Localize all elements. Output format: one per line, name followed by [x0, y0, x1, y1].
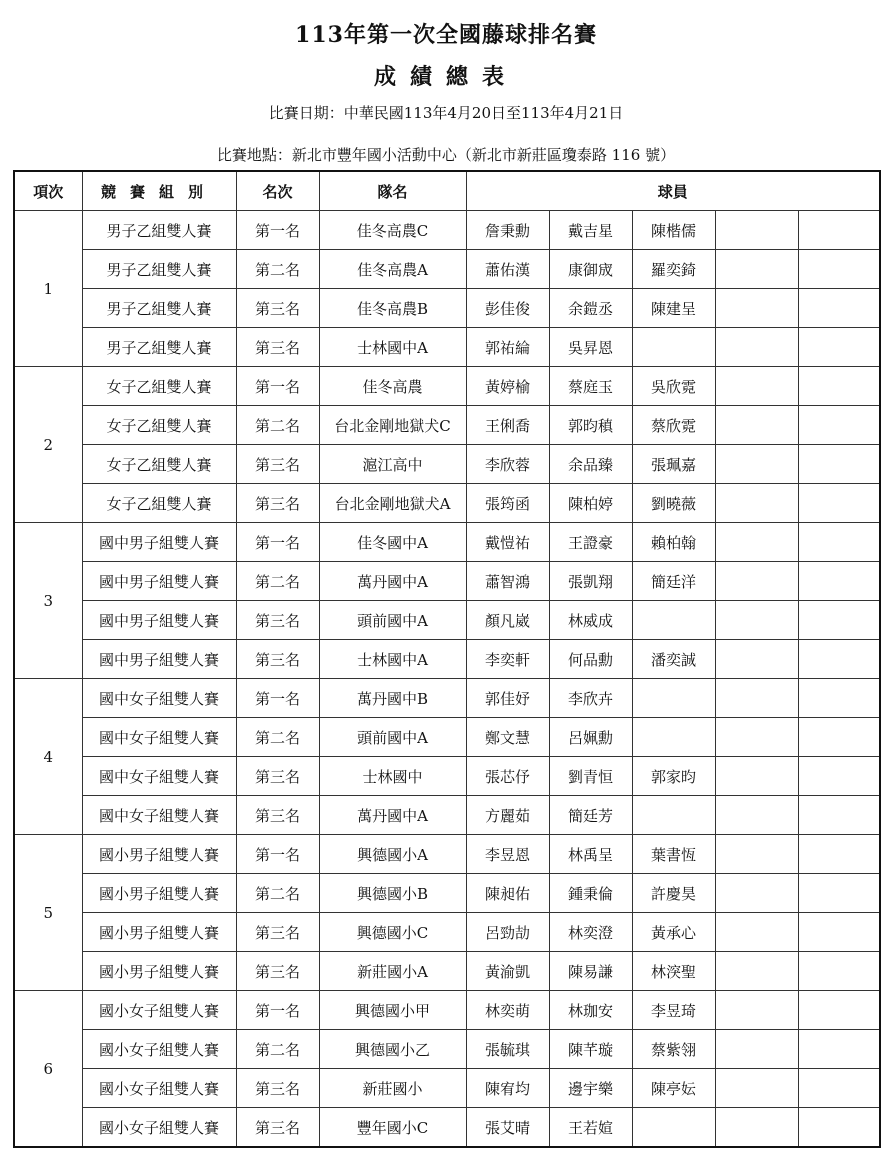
player-cell: 陳昶佑: [466, 874, 549, 913]
player-cell: 詹秉勳: [466, 211, 549, 250]
event-cell: 國小男子組雙人賽: [82, 835, 236, 874]
player-cell: 羅奕錡: [632, 250, 715, 289]
table-row: [14, 250, 880, 289]
item-number: 6: [14, 991, 82, 1148]
player-cell: 戴吉星: [549, 211, 632, 250]
team-cell: 佳冬高農B: [319, 289, 466, 328]
player-cell: 王俐喬: [466, 406, 549, 445]
player-cell: 陳宥均: [466, 1069, 549, 1108]
player-cell: [798, 874, 880, 913]
event-cell: 國小男子組雙人賽: [82, 913, 236, 952]
player-cell: 張芯伃: [466, 757, 549, 796]
header-event: 競賽組別: [82, 171, 236, 211]
table-row: [14, 952, 880, 991]
player-cell: 蔡欣霓: [632, 406, 715, 445]
player-cell: 余鎧丞: [549, 289, 632, 328]
event-cell: 女子乙組雙人賽: [82, 484, 236, 523]
player-cell: [798, 952, 880, 991]
player-cell: 吳欣霓: [632, 367, 715, 406]
player-cell: 林珈安: [549, 991, 632, 1030]
player-cell: 黃婷榆: [466, 367, 549, 406]
table-row: [14, 289, 880, 328]
team-cell: 興德國小乙: [319, 1030, 466, 1069]
player-cell: [715, 796, 798, 835]
team-cell: 佳冬高農C: [319, 211, 466, 250]
event-cell: 國小男子組雙人賽: [82, 874, 236, 913]
player-cell: [798, 211, 880, 250]
player-cell: [715, 757, 798, 796]
event-cell: 國中女子組雙人賽: [82, 718, 236, 757]
player-cell: 方麗茹: [466, 796, 549, 835]
player-cell: [715, 523, 798, 562]
player-cell: 陳亭妘: [632, 1069, 715, 1108]
player-cell: [715, 952, 798, 991]
player-cell: 陳楷儒: [632, 211, 715, 250]
header-item: 項次: [14, 171, 82, 211]
team-cell: 新莊國小A: [319, 952, 466, 991]
player-cell: [798, 796, 880, 835]
player-cell: 李奕軒: [466, 640, 549, 679]
rank-cell: 第三名: [236, 952, 319, 991]
team-cell: 頭前國中A: [319, 718, 466, 757]
event-cell: 國小女子組雙人賽: [82, 1069, 236, 1108]
player-cell: [715, 601, 798, 640]
player-cell: [798, 991, 880, 1030]
player-cell: [715, 1069, 798, 1108]
event-cell: 男子乙組雙人賽: [82, 289, 236, 328]
player-cell: [715, 640, 798, 679]
player-cell: 陳芊璇: [549, 1030, 632, 1069]
player-cell: [715, 1108, 798, 1148]
player-cell: 郭佳妤: [466, 679, 549, 718]
event-cell: 國小男子組雙人賽: [82, 952, 236, 991]
event-cell: 國中女子組雙人賽: [82, 757, 236, 796]
table-row: [14, 679, 880, 718]
table-row: [14, 757, 880, 796]
header-players: 球員: [466, 171, 880, 211]
team-cell: 滬江高中: [319, 445, 466, 484]
rank-cell: 第一名: [236, 835, 319, 874]
player-cell: 蔡紫翎: [632, 1030, 715, 1069]
player-cell: 陳建呈: [632, 289, 715, 328]
table-row: [14, 913, 880, 952]
player-cell: [798, 679, 880, 718]
player-cell: 林禹呈: [549, 835, 632, 874]
rank-cell: 第一名: [236, 367, 319, 406]
player-cell: 葉書恆: [632, 835, 715, 874]
player-cell: [798, 913, 880, 952]
team-cell: 頭前國中A: [319, 601, 466, 640]
player-cell: 陳易謙: [549, 952, 632, 991]
rank-cell: 第一名: [236, 679, 319, 718]
rank-cell: 第二名: [236, 250, 319, 289]
team-cell: 士林國中A: [319, 328, 466, 367]
player-cell: [798, 367, 880, 406]
player-cell: [798, 835, 880, 874]
player-cell: 潘奕誠: [632, 640, 715, 679]
player-cell: [798, 562, 880, 601]
player-cell: [632, 1108, 715, 1148]
event-cell: 國中男子組雙人賽: [82, 640, 236, 679]
event-cell: 男子乙組雙人賽: [82, 328, 236, 367]
event-cell: 國中男子組雙人賽: [82, 523, 236, 562]
player-cell: [715, 289, 798, 328]
player-cell: 李昱恩: [466, 835, 549, 874]
player-cell: 康御宬: [549, 250, 632, 289]
team-cell: 豐年國小C: [319, 1108, 466, 1148]
rank-cell: 第二名: [236, 1030, 319, 1069]
table-row: [14, 1108, 880, 1148]
event-cell: 國小女子組雙人賽: [82, 1108, 236, 1148]
player-cell: [798, 718, 880, 757]
team-cell: 萬丹國中B: [319, 679, 466, 718]
rank-cell: 第三名: [236, 796, 319, 835]
player-cell: [798, 1108, 880, 1148]
player-cell: [798, 289, 880, 328]
rank-cell: 第一名: [236, 211, 319, 250]
event-cell: 男子乙組雙人賽: [82, 250, 236, 289]
table-row: [14, 796, 880, 835]
team-cell: 興德國小A: [319, 835, 466, 874]
player-cell: [632, 328, 715, 367]
item-number: 2: [14, 367, 82, 523]
player-cell: [798, 757, 880, 796]
player-cell: 簡廷洋: [632, 562, 715, 601]
rank-cell: 第二名: [236, 874, 319, 913]
rank-cell: 第一名: [236, 991, 319, 1030]
player-cell: 劉曉薇: [632, 484, 715, 523]
rank-cell: 第二名: [236, 406, 319, 445]
player-cell: 顏凡崴: [466, 601, 549, 640]
player-cell: 張筠函: [466, 484, 549, 523]
player-cell: 何品勳: [549, 640, 632, 679]
table-row: [14, 1069, 880, 1108]
player-cell: [632, 796, 715, 835]
rank-cell: 第三名: [236, 640, 319, 679]
player-cell: 王若媗: [549, 1108, 632, 1148]
table-row: [14, 640, 880, 679]
table-header-row: [14, 171, 880, 211]
player-cell: 蕭智鴻: [466, 562, 549, 601]
player-cell: 林奕澄: [549, 913, 632, 952]
player-cell: [632, 679, 715, 718]
player-cell: 林湥聖: [632, 952, 715, 991]
player-cell: [715, 913, 798, 952]
player-cell: [798, 523, 880, 562]
player-cell: 簡廷芳: [549, 796, 632, 835]
event-cell: 國小女子組雙人賽: [82, 1030, 236, 1069]
rank-cell: 第三名: [236, 757, 319, 796]
player-cell: 郭家昀: [632, 757, 715, 796]
player-cell: [715, 679, 798, 718]
player-cell: [798, 1069, 880, 1108]
event-cell: 女子乙組雙人賽: [82, 445, 236, 484]
player-cell: 鄭文慧: [466, 718, 549, 757]
table-row: [14, 445, 880, 484]
player-cell: 陳柏婷: [549, 484, 632, 523]
player-cell: 蔡庭玉: [549, 367, 632, 406]
table-row: [14, 835, 880, 874]
player-cell: [715, 406, 798, 445]
table-row: [14, 406, 880, 445]
player-cell: [715, 718, 798, 757]
player-cell: 鍾秉倫: [549, 874, 632, 913]
player-cell: [715, 211, 798, 250]
table-row: [14, 1030, 880, 1069]
player-cell: [798, 406, 880, 445]
team-cell: 興德國小C: [319, 913, 466, 952]
player-cell: [715, 250, 798, 289]
player-cell: [798, 250, 880, 289]
player-cell: 王證豪: [549, 523, 632, 562]
player-cell: 林威成: [549, 601, 632, 640]
player-cell: [632, 601, 715, 640]
competition-venue: 比賽地點：新北市豐年國小活動中心（新北市新莊區瓊泰路 116 號）: [216, 146, 676, 164]
player-cell: [798, 1030, 880, 1069]
header-rank: 名次: [236, 171, 319, 211]
item-number: 3: [14, 523, 82, 679]
player-cell: 郭昀稹: [549, 406, 632, 445]
team-cell: 興德國小甲: [319, 991, 466, 1030]
player-cell: 李欣蓉: [466, 445, 549, 484]
player-cell: 黃渝凱: [466, 952, 549, 991]
event-cell: 國小女子組雙人賽: [82, 991, 236, 1030]
rank-cell: 第三名: [236, 484, 319, 523]
player-cell: [798, 328, 880, 367]
team-cell: 萬丹國中A: [319, 562, 466, 601]
player-cell: 戴愷祐: [466, 523, 549, 562]
table-row: [14, 328, 880, 367]
team-cell: 士林國中: [319, 757, 466, 796]
player-cell: [715, 991, 798, 1030]
rank-cell: 第三名: [236, 445, 319, 484]
team-cell: 佳冬高農A: [319, 250, 466, 289]
item-number: 1: [14, 211, 82, 367]
player-cell: [715, 484, 798, 523]
rank-cell: 第三名: [236, 913, 319, 952]
player-cell: 張艾晴: [466, 1108, 549, 1148]
table-body: [14, 211, 880, 1148]
table-row: [14, 484, 880, 523]
event-cell: 男子乙組雙人賽: [82, 211, 236, 250]
player-cell: 黃承心: [632, 913, 715, 952]
event-cell: 女子乙組雙人賽: [82, 406, 236, 445]
player-cell: [715, 874, 798, 913]
player-cell: [798, 484, 880, 523]
results-table: [13, 170, 881, 1148]
rank-cell: 第二名: [236, 718, 319, 757]
player-cell: 邊宇樂: [549, 1069, 632, 1108]
player-cell: [715, 1030, 798, 1069]
player-cell: 許慶昊: [632, 874, 715, 913]
rank-cell: 第三名: [236, 601, 319, 640]
team-cell: 興德國小B: [319, 874, 466, 913]
item-number: 5: [14, 835, 82, 991]
player-cell: 張珮嘉: [632, 445, 715, 484]
player-cell: 賴柏翰: [632, 523, 715, 562]
player-cell: 呂姵勳: [549, 718, 632, 757]
player-cell: 劉青恒: [549, 757, 632, 796]
table-row: [14, 601, 880, 640]
event-cell: 國中女子組雙人賽: [82, 679, 236, 718]
competition-date: 比賽日期：中華民國113年4月20日至113年4月21日: [268, 104, 624, 122]
player-cell: [632, 718, 715, 757]
player-cell: [715, 562, 798, 601]
page-title: 113年第一次全國藤球排名賽: [295, 22, 597, 48]
event-cell: 女子乙組雙人賽: [82, 367, 236, 406]
team-cell: 台北金剛地獄犬A: [319, 484, 466, 523]
team-cell: 士林國中A: [319, 640, 466, 679]
player-cell: [798, 640, 880, 679]
player-cell: 張凱翔: [549, 562, 632, 601]
player-cell: 余品臻: [549, 445, 632, 484]
table-row: [14, 874, 880, 913]
item-number: 4: [14, 679, 82, 835]
player-cell: 張毓琪: [466, 1030, 549, 1069]
player-cell: 呂勁劼: [466, 913, 549, 952]
player-cell: [715, 367, 798, 406]
table-row: [14, 562, 880, 601]
rank-cell: 第三名: [236, 1069, 319, 1108]
event-cell: 國中男子組雙人賽: [82, 601, 236, 640]
table-row: [14, 367, 880, 406]
rank-cell: 第三名: [236, 1108, 319, 1148]
team-cell: 佳冬高農: [319, 367, 466, 406]
team-cell: 萬丹國中A: [319, 796, 466, 835]
player-cell: 彭佳俊: [466, 289, 549, 328]
player-cell: [715, 835, 798, 874]
player-cell: [715, 445, 798, 484]
player-cell: [798, 601, 880, 640]
rank-cell: 第二名: [236, 562, 319, 601]
player-cell: 郭祐綸: [466, 328, 549, 367]
rank-cell: 第三名: [236, 289, 319, 328]
player-cell: 李昱琦: [632, 991, 715, 1030]
event-cell: 國中女子組雙人賽: [82, 796, 236, 835]
player-cell: [798, 445, 880, 484]
player-cell: [715, 328, 798, 367]
team-cell: 佳冬國中A: [319, 523, 466, 562]
table-row: [14, 718, 880, 757]
player-cell: 林奕萌: [466, 991, 549, 1030]
header-team: 隊名: [319, 171, 466, 211]
rank-cell: 第三名: [236, 328, 319, 367]
team-cell: 台北金剛地獄犬C: [319, 406, 466, 445]
table-row: [14, 523, 880, 562]
page-subtitle: 成績總表: [373, 64, 518, 90]
player-cell: 蕭佑漢: [466, 250, 549, 289]
player-cell: 李欣卉: [549, 679, 632, 718]
rank-cell: 第一名: [236, 523, 319, 562]
table-row: [14, 991, 880, 1030]
event-cell: 國中男子組雙人賽: [82, 562, 236, 601]
team-cell: 新莊國小: [319, 1069, 466, 1108]
table-row: [14, 211, 880, 250]
player-cell: 吳昇恩: [549, 328, 632, 367]
